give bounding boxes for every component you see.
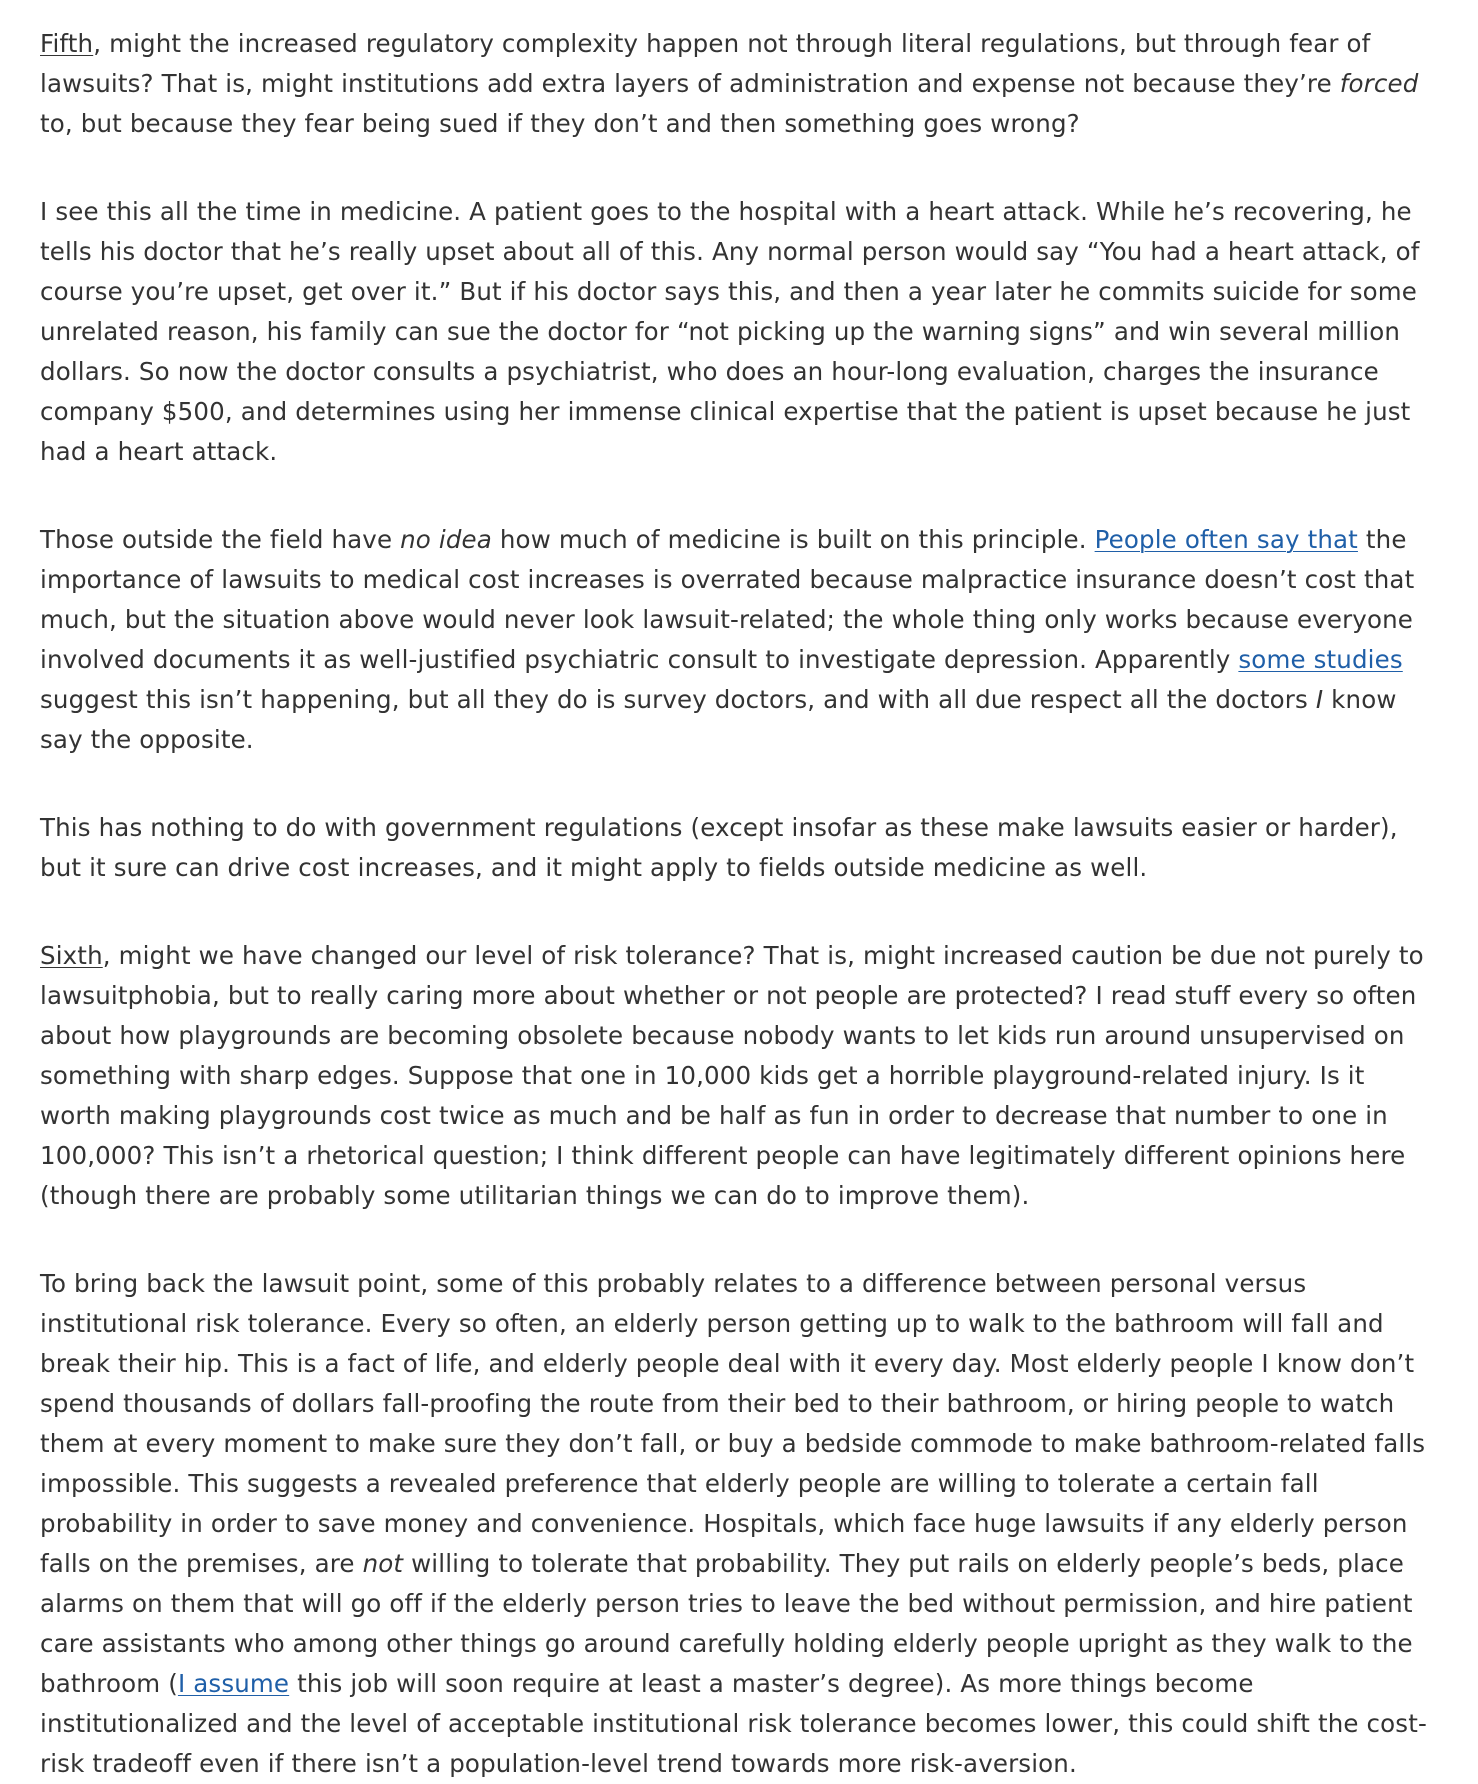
- paragraph-text: , might we have changed our level of risk tolerance? That is, might increased caution be due not purely to lawsuitphobia, but to really caring more about whether or not people are protected? I read stuff every so often about how playgrounds are becoming obsolete because nobody wants to let kids run around unsupervised on something with sharp edges. Suppose that one in 10,000 kids get a horrible playground-related injury. Is it worth making playgrounds cost twice as much and be half as fun in order to decrease that number to one in 100,000? This isn’t a rhetorical question; I think different people can have legitimately different opinions here (though there are probably some utilitarian things we can do to improve them).: [40, 941, 1424, 1210]
- paragraph-regulations: [40, 808, 1438, 888]
- some-studies-link[interactable]: some studies: [1238, 645, 1403, 674]
- paragraph-text: know say the opposite.: [40, 685, 1397, 754]
- paragraph-text: , might the increased regulatory complexity happen not through literal regulations, but through fear of lawsuits? That is, might institutions add extra layers of administration and expense not because they’re: [40, 29, 1371, 98]
- emphasis-text: no idea: [400, 525, 492, 554]
- paragraph-text: to, but because they fear being sued if they don’t and then something goes wrong?: [40, 109, 1080, 138]
- paragraph-medicine-principle: [40, 520, 1438, 760]
- paragraph-text: Those outside the field have: [40, 525, 401, 554]
- paragraph-text: To bring back the lawsuit point, some of this probably relates to a difference between personal versus institutional risk tolerance. Every so often, an elderly person getting up to walk to the bathroom will fall and break their hip. This is a fact of life, and elderly people deal with it every day. Most elderly people I know don’t spend thousands of dollars fall-proofing the route from their bed to their bathroom, or hiring people to watch them at every moment to make sure they don’t fall, or buy a bedside commode to make bathroom-related falls impossible. This suggests a revealed preference that elderly people are willing to tolerate a certain fall probability in order to save money and convenience. Hospitals, which face huge lawsuits if any elderly person falls on the premises, are: [40, 1269, 1426, 1578]
- sixth-anchor: Sixth: [40, 941, 103, 970]
- paragraph-risk-tolerance: [40, 1264, 1438, 1784]
- emphasis-text: not: [362, 1549, 404, 1578]
- paragraph-fifth: [40, 24, 1438, 144]
- people-often-say-link[interactable]: People often say that: [1094, 525, 1358, 554]
- paragraph-text: This has nothing to do with government regulations (except insofar as these make lawsuits easier or harder), but it sure can drive cost increases, and it might apply to fields outside medicine as well.: [40, 813, 1398, 882]
- emphasis-text: forced: [1339, 69, 1419, 98]
- fifth-anchor: Fifth: [40, 29, 94, 58]
- paragraph-text: this job will soon require at least a master’s degree). As more things become institutionalized and the level of acceptable institutional risk tolerance becomes lower, this could shift the cost-risk tradeoff even if there isn’t a population-level trend towards more risk-aversion.: [40, 1669, 1427, 1778]
- paragraph-text: I see this all the time in medicine. A patient goes to the hospital with a heart attack. While he’s recovering, he tells his doctor that he’s really upset about all of this. Any normal person would say “You had a heart attack, of course you’re upset, get over it.” But if his doctor says this, and then a year later he commits suicide for some unrelated reason, his family can sue the doctor for “not picking up the warning signs” and win several million dollars. So now the doctor consults a psychiatrist, who does an hour-long evaluation, charges the insurance company $500, and determines using her immense clinical expertise that the patient is upset because he just had a heart attack.: [40, 197, 1420, 466]
- emphasis-text: I: [1315, 685, 1324, 714]
- paragraph-medicine-example: [40, 192, 1438, 472]
- paragraph-text: the importance of lawsuits to medical cost increases is overrated because malpractice insurance doesn’t cost that much, but the situation above would never look lawsuit-related; the whole thing only works because everyone involved documents it as well-justified psychiatric consult to investigate depression. Apparently: [40, 525, 1415, 674]
- i-assume-link[interactable]: I assume: [177, 1669, 290, 1698]
- paragraph-text: willing to tolerate that probability. They put rails on elderly people’s beds, place alarms on them that will go off if the elderly person tries to leave the bed without permission, and hire patient care assistants who among other things go around carefully holding elderly people upright as they walk to the bathroom (: [40, 1549, 1413, 1698]
- paragraph-sixth: [40, 936, 1438, 1216]
- paragraph-text: how much of medicine is built on this principle.: [491, 525, 1095, 554]
- paragraph-text: suggest this isn’t happening, but all they do is survey doctors, and with all due respect all the doctors: [40, 685, 1316, 714]
